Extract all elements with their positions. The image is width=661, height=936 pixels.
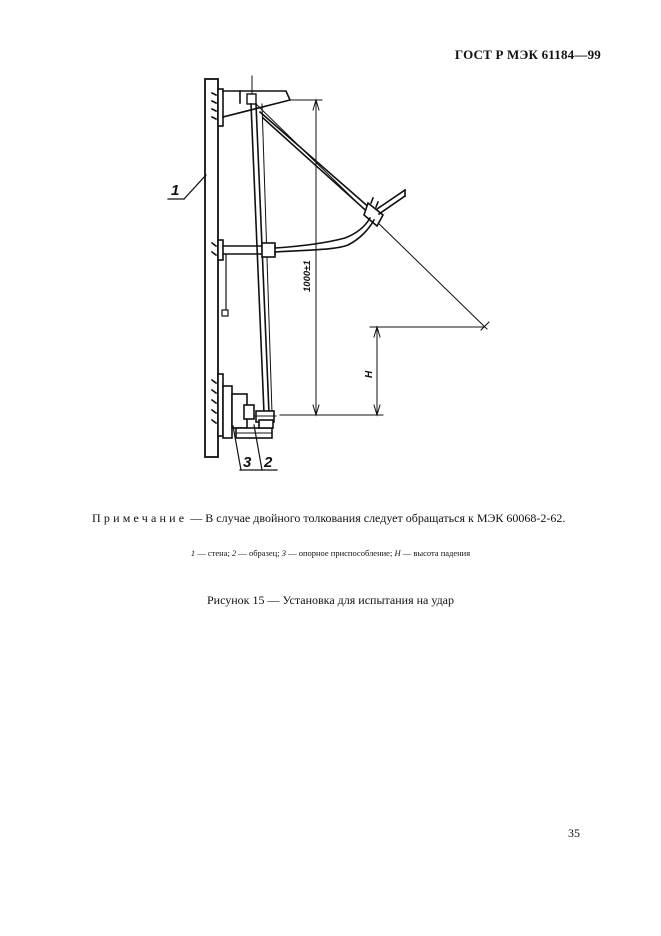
pendulum-arm xyxy=(251,104,272,413)
callout-1: 1 xyxy=(171,182,180,199)
callout-3: 3 xyxy=(243,454,252,471)
legend-text-3: — опорное приспособление; xyxy=(285,548,395,558)
legend-key-2: 2 xyxy=(231,548,237,558)
legend-text-2: — образец; xyxy=(236,548,282,558)
page-number: 35 xyxy=(568,826,580,840)
figure-caption: Рисунок 15 — Установка для испытания на удар xyxy=(206,593,455,607)
legend-key-3: 3 xyxy=(281,548,286,558)
callout-2: 2 xyxy=(264,454,273,471)
legend-key-1: 1 xyxy=(190,548,196,558)
document-header: ГОСТ Р МЭК 61184—99 xyxy=(454,47,601,62)
dimension-length-label: 1000±1 xyxy=(302,260,313,292)
note-paragraph xyxy=(92,511,565,526)
dimension-height xyxy=(370,327,484,415)
figure-legend xyxy=(0,548,661,558)
legend-text-h: — высота падения xyxy=(400,548,471,558)
legend-text-1: — стена; xyxy=(195,548,232,558)
dimension-height-label: H xyxy=(364,370,375,378)
note-lead: Примечание xyxy=(92,511,188,525)
middle-bar xyxy=(212,218,374,316)
note-text: — В случае двойного толкования следует обращаться к МЭК 60068-2-62. xyxy=(190,511,566,525)
legend-key-h: H xyxy=(394,548,401,558)
sample xyxy=(254,411,276,428)
